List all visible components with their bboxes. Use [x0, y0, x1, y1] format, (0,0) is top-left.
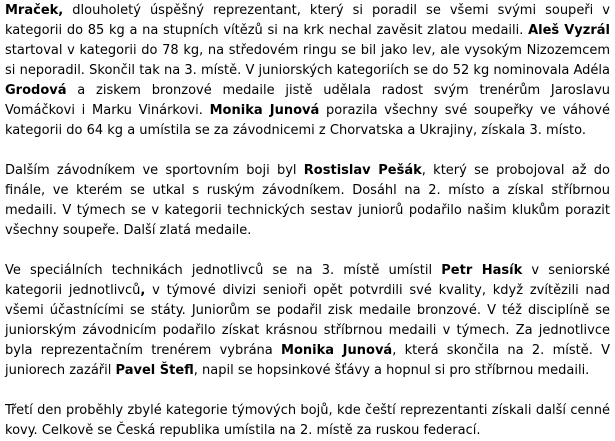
athlete-name: Grodová: [5, 83, 67, 98]
body-text: v seniorské kategorii jednotlivců: [5, 263, 611, 298]
article-body: [5, 1, 610, 441]
body-text: startoval v kategorii do 78 kg, na středovém ringu se bil jako lev, ale vysokým Nizozemcem si neporadil. Skončil tak na 3. místě. V juniorských kategoriích se do 52 kg nominovala Adéla: [5, 43, 610, 78]
body-text: , která skončila na 2. místě. V juniorech zazářil: [5, 343, 611, 378]
bold-comma: ,: [140, 283, 146, 298]
paragraph-sport-fight: [5, 161, 610, 241]
body-text: porazila všechny své soupeřky ve váhové kategorii do 64 kg a umístila se za závodnicemi z Chorvatska a Ukrajiny, získala 3. místo.: [5, 103, 610, 138]
athlete-name: Mraček,: [5, 3, 64, 18]
paragraph-results-seniors: [5, 1, 610, 141]
body-text: , který se probojoval až do finále, ve kterém se utkal s ruským závodníkem. Dosáhl na 2. místo a získal stříbrnou medaili. V týmech se v kategorii technických sestav juniorů podařilo našim klukům porazit všechny soupeře. Další zlatá medaile.: [5, 163, 610, 238]
athlete-name: Aleš Vyzrál: [528, 23, 610, 38]
body-text: dlouholetý úspěšný reprezentant, který si poradil se všemi svými soupeři v kategorii do 85 kg a na stupních vítězů si na krk nechal zavěsit zlatou medaili.: [5, 3, 610, 38]
body-text: Třetí den proběhly zbylé kategorie týmových bojů, kde čeští reprezentanti získali další cenné kovy. Celkově se Česká republika umístila na 2. místě za ruskou federací.: [5, 403, 610, 438]
paragraph-special-techniques: [5, 261, 610, 381]
body-text: a ziskem bronzové medaile jistě udělala radost svým trenérům Jaroslavu Vomáčkovi i Marku Vinárkovi.: [5, 83, 610, 118]
paragraph-third-day: [5, 401, 610, 441]
athlete-name: Monika Junová: [209, 103, 320, 118]
body-text: , napil se hopsinkové šťávy a hopnul si pro stříbrnou medaili.: [193, 363, 590, 378]
body-text: Dalším závodníkem ve sportovním boji byl: [5, 163, 304, 178]
athlete-name: Monika Junová: [281, 343, 393, 358]
athlete-name: Petr Hasík: [441, 263, 523, 278]
athlete-name: Pavel Štefl: [115, 363, 194, 378]
athlete-name: Rostislav Pešák: [303, 163, 422, 178]
body-text: Ve speciálních technikách jednotlivců se na 3. místě umístil: [5, 263, 442, 278]
body-text: v týmové divizi senioři opět potvrdili své kvality, když zvítězili nad všemi účastnícími se státy. Juniorům se podařil zisk medaile bronzové. V též disciplíně se juniorským závodnicím podařilo získat krásnou stříbrnou medaili v týmech. Za jednotlivce byla reprezentačním trenérem vybrána: [5, 283, 610, 358]
